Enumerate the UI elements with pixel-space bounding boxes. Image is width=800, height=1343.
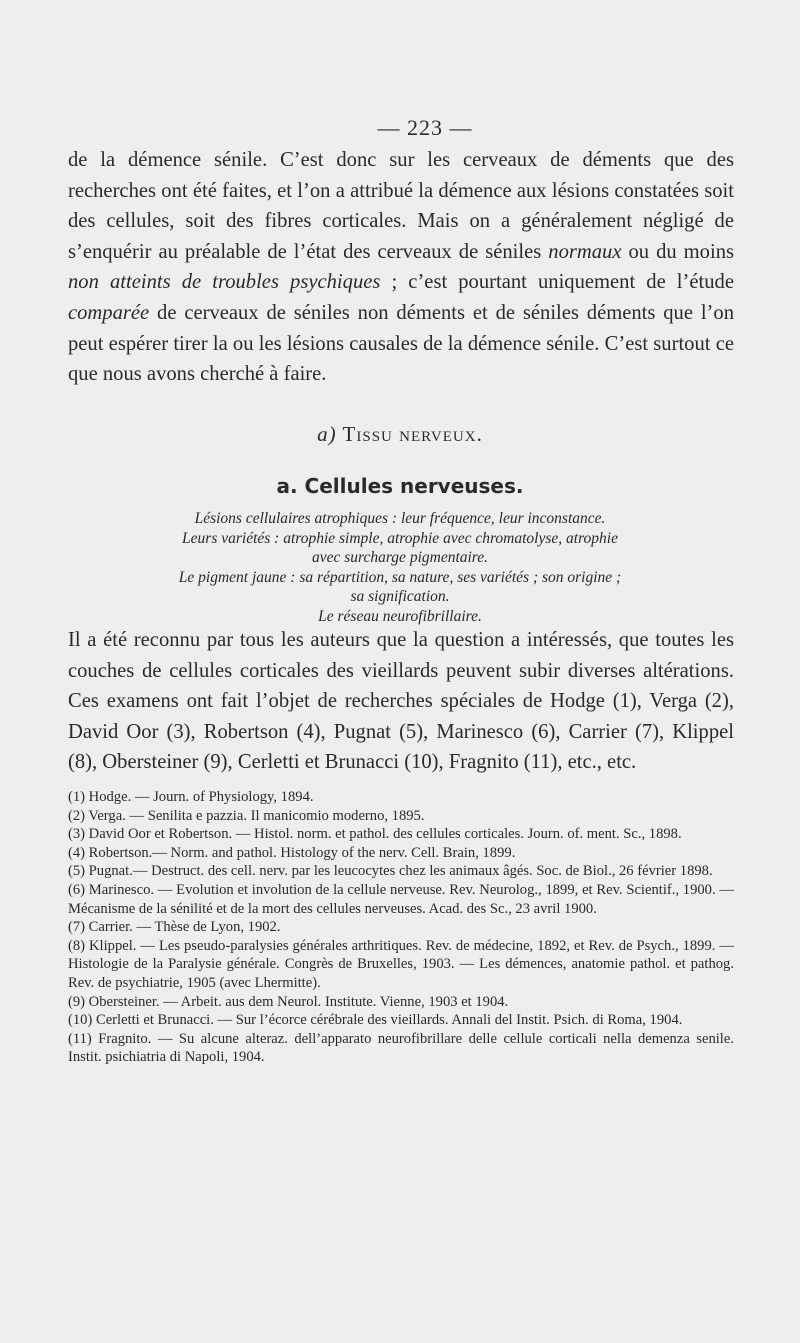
paragraph-2: Il a été reconnu par tous les auteurs que la question a intéressés, que toutes les couches de cellules corticales des vieillards peuvent subir diverses altérations. Ces examens ont fait l’objet de recherches spéciales de Hodge (1), Verga (2), David Oor (3), Robertson (4), Pugnat (5), Marinesco (6), Carrier (7), Klippel (8), Obersteiner (9), Cerletti et Brunacci (10), Fragnito (11), etc., etc.: [68, 629, 734, 774]
summary-line: avec surcharge pigmentaire.: [311, 549, 489, 566]
section-letter: a): [317, 422, 337, 446]
summary-line: Leurs variétés : atrophie simple, atrophie avec chromatolyse, atrophie: [182, 529, 618, 547]
summary-line: sa signification.: [350, 588, 450, 605]
footnote: (8) Klippel. — Les pseudo-paralysies générales arthritiques. Rev. de médecine, 1892, et Rev. de Psych., 1899. — Histologie de la Paralysie générale. Congrès de Bruxelles, 1903. — Les démences, anatomie pathol. et pathog. Rev. de psychiatrie, 1905 (avec Lhermitte).: [68, 937, 734, 991]
section-heading-tissu-nerveux: [0, 422, 800, 447]
footnote: (9) Obersteiner. — Arbeit. aus dem Neurol. Institute. Vienne, 1903 et 1904.: [68, 993, 509, 1010]
footnote: (1) Hodge. — Journ. of Physiology, 1894.: [68, 789, 314, 805]
footnote: (2) Verga. — Senilita e pazzia. Il manicomio moderno, 1895.: [68, 807, 425, 824]
footnote: (10) Cerletti et Brunacci. — Sur l’écorce cérébrale des vieillards. Annali del Instit. Psich. di Roma, 1904.: [68, 1012, 683, 1029]
text-run: ou du moins: [621, 240, 735, 263]
text-run: de cerveaux de séniles non déments et de séniles déments que l’on peut espérer tirer la ou les lésions causales de la démence sénile. C’est surtout ce que nous avons cherché à faire.: [68, 301, 734, 386]
summary-line: Lésions cellulaires atrophiques : leur fréquence, leur inconstance.: [194, 510, 606, 527]
footnotes: [68, 788, 734, 1067]
footnote: (11) Fragnito. — Su alcune alteraz. dell’apparato neurofibrillare delle cellule corticali nella demenza senile. Instit. psichiatria di Napoli, 1904.: [68, 1030, 734, 1066]
paragraph-1: [68, 145, 734, 390]
footnote: (4) Robertson.— Norm. and pathol. Histology of the nerv. Cell. Brain, 1899.: [68, 844, 516, 861]
section-title-initial: T: [342, 422, 357, 446]
page-number: — 223 —: [377, 115, 473, 140]
italic-run: comparée: [68, 301, 150, 324]
subsection-heading-cellules: a. Cellules nerveuses.: [276, 474, 524, 498]
summary-line: Le réseau neurofibrillaire.: [318, 607, 482, 625]
italic-run: normaux: [548, 240, 622, 263]
footnote: (7) Carrier. — Thèse de Lyon, 1902.: [68, 919, 281, 936]
summary-line: Le pigment jaune : sa répartition, sa nature, ses variétés ; son origine ;: [178, 568, 622, 586]
footnote: (5) Pugnat.— Destruct. des cell. nerv. par les leucocytes chez les animaux âgés. Soc. de Biol., 26 février 1898.: [68, 863, 713, 880]
italic-run: non atteints de troubles psychiques: [68, 271, 381, 294]
text-run: de la démence sénile. C’est donc sur les cerveaux de déments que des recherches ont été faites, et l’on a attribué la démence aux lésions constatées soit des cellules, soit des fibres corticales. Mais on a généralement négligé de s’enquérir au préalable de l’état des cerveaux de séniles: [68, 149, 734, 263]
section-title-rest: issu nerveux.: [356, 422, 483, 446]
footnote: (3) David Oor et Robertson. — Histol. norm. et pathol. des cellules corticales. Journ. of. ment. Sc., 1898.: [68, 826, 682, 843]
footnote: (6) Marinesco. — Evolution et involution de la cellule nerveuse. Rev. Neurolog., 1899, et Rev. Scientif., 1900. — Mécanisme de la sénilité et de la mort des cellules nerveuses. Acad. des Sc., 23 avril 1900.: [68, 881, 734, 917]
chapter-summary: [90, 509, 710, 626]
text-run: ; c’est pourtant uniquement de l’étude: [380, 271, 734, 294]
